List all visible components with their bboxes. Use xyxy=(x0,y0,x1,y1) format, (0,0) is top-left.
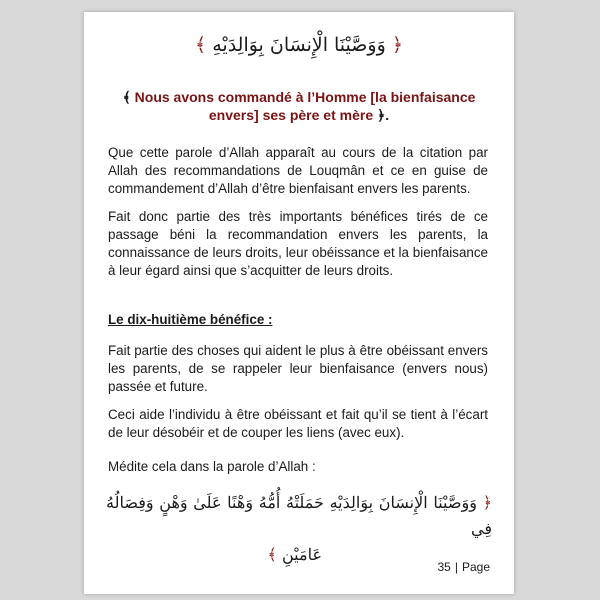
paragraph-2: Fait donc partie des très importants bénéfices tirés de ce passage béni la recommandation envers les parents, la connaissance de leurs droits, leur obéissance et la bienfaisance à leur égard ainsi que s’acquitter de leurs droits. xyxy=(108,209,488,278)
verse-translation-heading xyxy=(114,88,484,124)
verse-text: وَوَصَّيْنَا الْإِنسَانَ بِوَالِدَيْهِ xyxy=(212,34,386,56)
paragraph-1: Que cette parole d’Allah apparaît au cours de la citation par Allah des recommandations de Louqmân et ce en guise de commandement d’Allah d’être bienfaisant envers les parents. xyxy=(108,145,488,196)
verse-close-bracket: ﴾ xyxy=(195,34,207,56)
verse-bottom-line-2-wrap xyxy=(106,542,492,568)
heading-open-bracket: ﴾ xyxy=(122,89,131,105)
page-label: Page xyxy=(461,560,490,574)
paragraph-3: Fait partie des choses qui aident le plus à être obéissant envers les parents, de se rappeler leur bienfaisance (envers nous) passée et future. xyxy=(108,343,488,394)
document-page xyxy=(84,12,514,594)
heading-text: Nous avons commandé à l’Homme [la bienfaisance envers] ses père et mère xyxy=(134,89,476,123)
verse-bottom-line-2: عَامَيْنِ xyxy=(282,545,322,564)
page-footer xyxy=(437,560,490,574)
page-number: 35 xyxy=(437,560,451,574)
arabic-verse-top xyxy=(84,34,514,56)
paragraph-4: Ceci aide l’individu à être obéissant et fait qu’il se tient à l’écart de leur désobéir et de couper les liens (avec eux). xyxy=(108,407,488,440)
arabic-verse-bottom xyxy=(106,490,492,568)
paragraph-5: Médite cela dans la parole d’Allah : xyxy=(108,459,316,474)
verse-bottom-close-bracket: ﴾ xyxy=(267,545,277,564)
footer-separator: | xyxy=(454,560,458,574)
heading-close-bracket: ﴿. xyxy=(377,107,390,123)
verse-bottom-open-bracket: ﴿ xyxy=(482,493,492,512)
verse-open-bracket: ﴿ xyxy=(391,34,403,56)
verse-bottom-line-1: وَوَصَّيْنَا الْإِنسَانَ بِوَالِدَيْهِ حَمَلَتْهُ أُمُّهُ وَهْنًا عَلَىٰ وَهْنٍ وَفِصَالُهُ فِي xyxy=(106,493,492,538)
section-subheading: Le dix-huitième bénéfice : xyxy=(108,312,273,327)
